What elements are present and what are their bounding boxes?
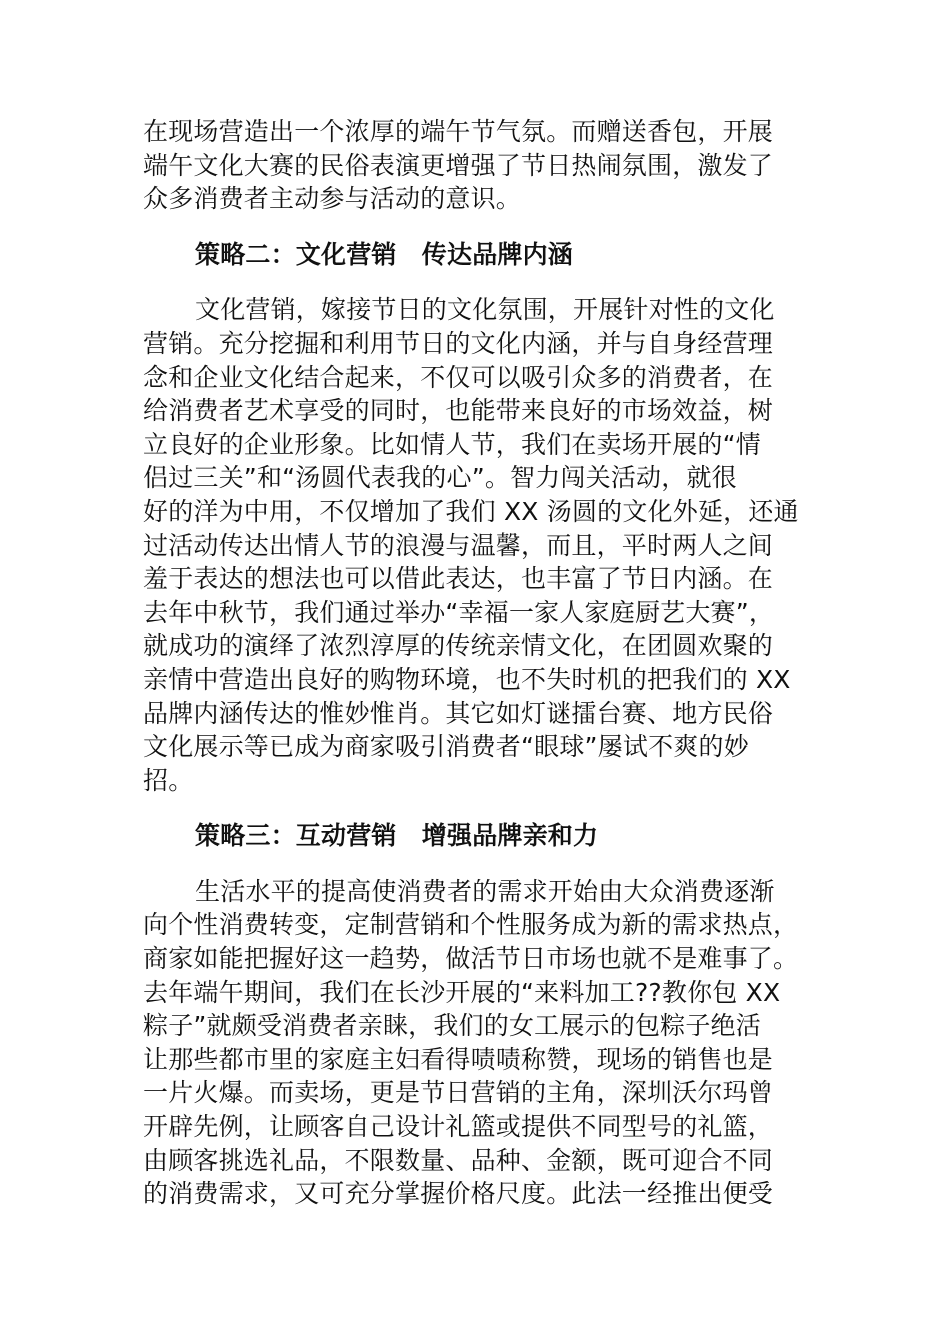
section-heading-strategy-2: 策略二：文化营销 传达品牌内涵 [195, 239, 574, 269]
paragraph-line: 品牌内涵传达的惟妙惟肖。其它如灯谜擂台赛、地方民俗 [143, 698, 774, 728]
paragraph-line: 一片火爆。而卖场，更是节日营销的主角，深圳沃尔玛曾 [143, 1078, 774, 1108]
intro-paragraph [143, 115, 807, 216]
section-2-paragraph [143, 293, 807, 797]
paragraph-line: 开辟先例，让顾客自己设计礼篮或提供不同型号的礼篮， [143, 1112, 774, 1142]
paragraph-line: 过活动传达出情人节的浪漫与温馨，而且，平时两人之间 [143, 530, 774, 560]
paragraph-line: 众多消费者主动参与活动的意识。 [143, 184, 522, 214]
paragraph-line: 念和企业文化结合起来，不仅可以吸引众多的消费者，在 [143, 362, 774, 392]
section-heading-strategy-3: 策略三：互动营销 增强品牌亲和力 [195, 821, 599, 851]
section-3-paragraph [143, 875, 807, 1211]
document-page [143, 115, 807, 1211]
paragraph-line: 生活水平的提高使消费者的需求开始由大众消费逐渐 [195, 876, 775, 906]
paragraph-line: 给消费者艺术享受的同时，也能带来良好的市场效益，树 [143, 396, 774, 426]
paragraph-line: 粽子”就颇受消费者亲睐，我们的女工展示的包粽子绝活 [143, 1011, 761, 1041]
paragraph-line: 营销。充分挖掘和利用节日的文化内涵，并与自身经营理 [143, 328, 774, 358]
paragraph-line: 就成功的演绎了浓烈淳厚的传统亲情文化，在团圆欢聚的 [143, 631, 774, 661]
paragraph-line: 向个性消费转变，定制营销和个性服务成为新的需求热点， [143, 910, 799, 940]
paragraph-line: 亲情中营造出良好的购物环境，也不失时机的把我们的 XX [143, 664, 791, 694]
paragraph-line: 招。 [143, 765, 194, 795]
paragraph-line: 文化展示等已成为商家吸引消费者“眼球”屡试不爽的妙 [143, 732, 749, 762]
paragraph-line: 羞于表达的想法也可以借此表达，也丰富了节日内涵。在 [143, 564, 774, 594]
paragraph-line: 的消费需求，又可充分掌握价格尺度。此法一经推出便受 [143, 1179, 774, 1209]
paragraph-line: 侣过三关”和“汤圆代表我的心”。智力闯关活动，就很 [143, 463, 737, 493]
paragraph-line: 去年端午期间，我们在长沙开展的“来料加工??教你包 XX [143, 977, 781, 1007]
paragraph-line: 去年中秋节，我们通过举办“幸福一家人家庭厨艺大赛”， [143, 597, 775, 627]
paragraph-line: 好的洋为中用，不仅增加了我们 XX 汤圆的文化外延，还通 [143, 496, 799, 526]
paragraph-line: 让那些都市里的家庭主妇看得啧啧称赞，现场的销售也是 [143, 1044, 774, 1074]
paragraph-line: 在现场营造出一个浓厚的端午节气氛。而赠送香包，开展 [143, 117, 774, 146]
paragraph-line: 立良好的企业形象。比如情人节，我们在卖场开展的“情 [143, 429, 761, 459]
paragraph-line: 文化营销，嫁接节日的文化氛围，开展针对性的文化 [195, 295, 775, 325]
paragraph-line: 由顾客挑选礼品，不限数量、品种、金额，既可迎合不同 [143, 1145, 774, 1175]
paragraph-line: 端午文化大赛的民俗表演更增强了节日热闹氛围，激发了 [143, 150, 774, 180]
paragraph-line: 商家如能把握好这一趋势，做活节日市场也就不是难事了。 [143, 944, 799, 974]
